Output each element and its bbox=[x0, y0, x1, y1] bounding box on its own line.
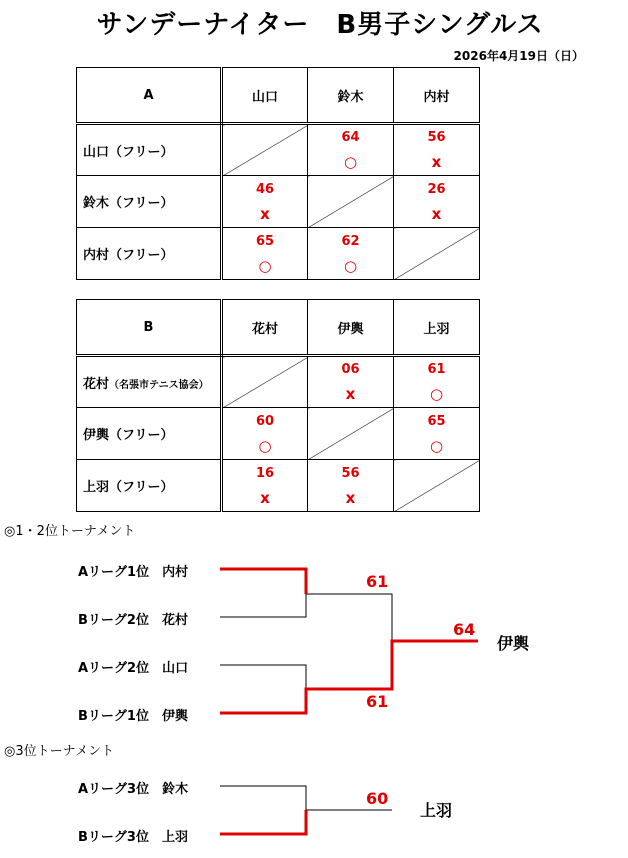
player-affiliation: （名張市テニス協会） bbox=[109, 379, 209, 391]
final-score: 64 bbox=[453, 620, 476, 639]
tournament-heading: ◎1・2位トーナメント bbox=[4, 524, 136, 539]
semifinal-score: 61 bbox=[366, 692, 389, 711]
match-result: 61 ○ bbox=[394, 356, 480, 408]
bracket-line bbox=[220, 665, 306, 689]
match-result: 56 x bbox=[308, 460, 394, 512]
match-result: 46 x bbox=[222, 176, 308, 228]
match-result: 60 ○ bbox=[222, 408, 308, 460]
page-title: サンデーナイター B男子シングルス bbox=[96, 10, 544, 40]
column-header: 上羽 bbox=[394, 300, 480, 356]
match-result: 65 ○ bbox=[394, 408, 480, 460]
winner-line bbox=[220, 641, 478, 713]
column-header: 鈴木 bbox=[308, 68, 394, 124]
event-date: 2026年4月19日（日） bbox=[453, 49, 584, 63]
league-label: A bbox=[77, 68, 222, 124]
match-result: 64 ○ bbox=[308, 124, 394, 176]
column-header: 山口 bbox=[222, 68, 308, 124]
player-name: 伊輿（フリー） bbox=[77, 408, 222, 460]
match-result: 26 x bbox=[394, 176, 480, 228]
third-place-score: 60 bbox=[366, 789, 389, 808]
bracket-line bbox=[220, 594, 306, 617]
bracket-entry: Aリーグ3位 鈴木 bbox=[78, 782, 189, 797]
match-result: 65 ○ bbox=[222, 228, 308, 280]
column-header: 花村 bbox=[222, 300, 308, 356]
semifinal-score: 61 bbox=[366, 572, 389, 591]
winner-line bbox=[220, 810, 306, 834]
bracket-entry: Bリーグ2位 花村 bbox=[78, 613, 188, 628]
winner-line bbox=[220, 569, 306, 594]
match-result: 16 x bbox=[222, 460, 308, 512]
tournament-heading: ◎3位トーナメント bbox=[4, 744, 115, 759]
third-place-winner: 上羽 bbox=[420, 801, 453, 820]
bracket-entry: Aリーグ1位 内村 bbox=[78, 565, 189, 580]
league-label: B bbox=[77, 300, 222, 356]
match-result: 56 x bbox=[394, 124, 480, 176]
match-result: 06 x bbox=[308, 356, 394, 408]
player-name: 鈴木（フリー） bbox=[77, 176, 222, 228]
player-name: 花村（名張市テニス協会） bbox=[77, 356, 222, 408]
player-name: 上羽（フリー） bbox=[77, 460, 222, 512]
bracket-entry: Aリーグ2位 山口 bbox=[78, 661, 189, 676]
player-name: 内村（フリー） bbox=[77, 228, 222, 280]
match-result: 62 ○ bbox=[308, 228, 394, 280]
bracket-entry: Bリーグ3位 上羽 bbox=[78, 830, 188, 845]
player-name: 山口（フリー） bbox=[77, 124, 222, 176]
bracket-entry: Bリーグ1位 伊輿 bbox=[78, 709, 188, 724]
column-header: 伊輿 bbox=[308, 300, 394, 356]
bracket-line bbox=[306, 594, 392, 641]
champion-name: 伊輿 bbox=[497, 634, 530, 653]
column-header: 内村 bbox=[394, 68, 480, 124]
